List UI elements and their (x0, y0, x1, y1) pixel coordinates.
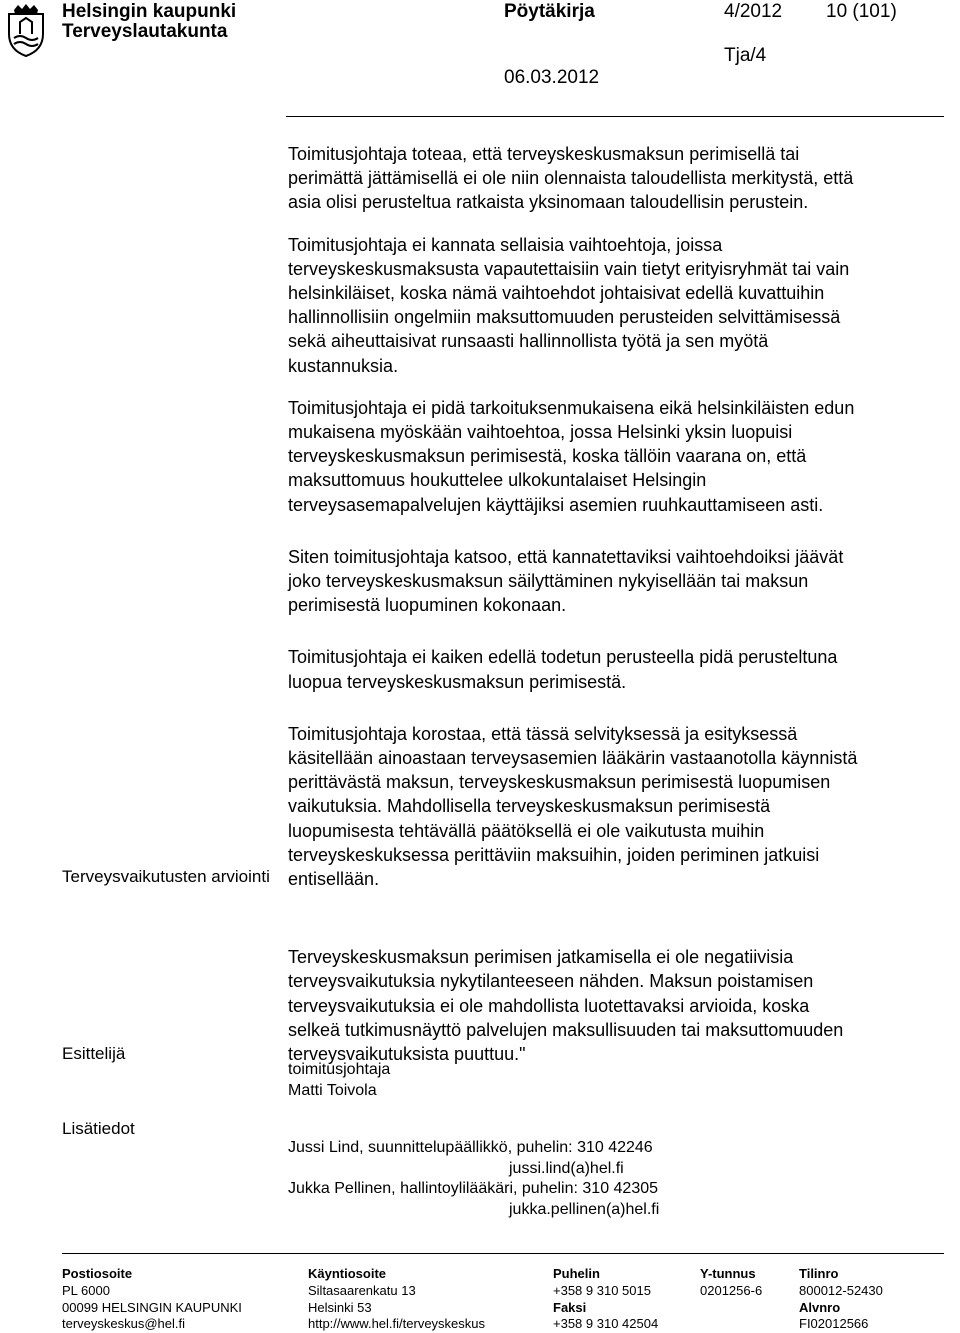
footer-text: FI02012566 (799, 1316, 869, 1332)
footer-visit (308, 1266, 485, 1333)
footer-text: +358 9 310 5015 (553, 1282, 651, 1298)
footer-heading: Puhelin (553, 1266, 600, 1281)
paragraph: Toimitusjohtaja ei kannata sellaisia vaihtoehtoja, joissa terveyskeskusmaksusta vapautettaisiin vain tietyt erityisryhmät tai vain helsinkiläiset, koska nämä vaihtoehdot johtaisivat edellä kuvattuihin hallinnollisiin ongelmiin maksuttomuuden perusteiden selvittämisessä sekä aiheuttaisivat runsaasti hallinnollista työtä ja sen myötä kustannuksia. (288, 234, 850, 376)
section-code: Tja/4 (724, 45, 767, 66)
presenter-name: toimitusjohtaja Matti Toivola (288, 1061, 391, 1099)
footer-heading: Faksi (553, 1299, 587, 1315)
footer-email[interactable]: terveyskeskus@hel.fi (62, 1316, 186, 1332)
organization-name: Helsingin kaupunki (62, 1, 237, 22)
footer-phone (553, 1266, 658, 1333)
paragraph: Toimitusjohtaja ei kaiken edellä todetun perusteella pidä perusteltuna luopua terveyskeskusmaksun perimisestä. (288, 647, 838, 692)
footer-heading: Postiosoite (62, 1266, 133, 1281)
footer-account (799, 1266, 883, 1333)
footer-text: 800012-52430 (799, 1282, 883, 1298)
page-number: 10 (101) (826, 1, 897, 22)
meeting-date: 06.03.2012 (504, 67, 600, 88)
document-number: 4/2012 (724, 1, 783, 22)
footer-divider (62, 1253, 944, 1254)
department-name: Terveyslautakunta (62, 21, 228, 42)
footer-text: Siltasaarenkatu 13 (308, 1282, 416, 1298)
label-presenter: Esittelijä (62, 1044, 126, 1063)
label-more-info: Lisätiedot (62, 1119, 135, 1138)
footer-ytunnus (700, 1266, 762, 1300)
footer-heading: Y-tunnus (700, 1266, 756, 1281)
footer-heading: Tilinro (799, 1266, 839, 1281)
contact-info (288, 1138, 888, 1220)
footer-heading: Alvnro (799, 1299, 841, 1315)
paragraph: Toimitusjohtaja korostaa, että tässä selvityksessä ja esityksessä käsitellään ainoastaan terveysasemien lääkärin vastaanotolla käynnistä perittävästä maksun, terveyskeskusmaksun perimisestä luopumisen vaikutuksia. Mahdollisella terveyskeskusmaksun perimisestä luopumisesta tehtävällä päätöksellä ei ole vaikutusta muihin terveyskeskuksessa perittäviin maksuihin, joiden periminen jatkuisi entisellään. (288, 723, 858, 890)
footer-text: +358 9 310 42504 (553, 1316, 659, 1332)
document-type: Pöytäkirja (504, 1, 595, 22)
footer-url[interactable]: http://www.hel.fi/terveyskeskus (308, 1316, 486, 1332)
contact-line: Jussi Lind, suunnittelupäällikkö, puhelin: 310 42246 (288, 1139, 653, 1156)
contact-line: Jukka Pellinen, hallintoylilääkäri, puhelin: 310 42305 (288, 1180, 659, 1197)
paragraph: Terveyskeskusmaksun perimisen jatkamisella ei ole negatiivisia terveysvaikutuksia nykytilanteeseen nähden. Maksun poistamisen terveysvaikutuksia ei ole mahdollista luotettavaksi arvioida, koska selkeä tutkimusnäyttö palvelujen maksullisuuden tai maksuttomuuden terveysvaikutuksista puuttuu." (288, 947, 844, 1065)
contact-email[interactable]: jussi.lind(a)hel.fi (509, 1159, 624, 1177)
paragraph: Toimitusjohtaja ei pidä tarkoituksenmukaisena eikä helsinkiläisten edun mukaisena myöskään vaihtoehtoa, jossa Helsinki yksin luopuisi terveyskeskusmaksun perimisestä, koska tällöin vaarana on, että maksuttomuus houkuttelee ulkokuntalaiset Helsingin terveysasemapalvelujen käyttäjiksi asemien ruuhkauttamiseen asti. (288, 397, 855, 515)
main-text (288, 142, 948, 1084)
helsinki-crest-logo (6, 4, 46, 58)
footer-text: 00099 HELSINGIN KAUPUNKI (62, 1299, 242, 1315)
footer-text: Helsinki 53 (308, 1299, 372, 1315)
footer-text: PL 6000 (62, 1282, 110, 1298)
paragraph: Siten toimitusjohtaja katsoo, että kannatettaviksi vaihtoehdoiksi jäävät joko terveyskeskusmaksun säilyttäminen nykyisellään tai maksun perimisestä luopuminen kokonaan. (288, 546, 844, 616)
footer-heading: Käyntiosoite (308, 1266, 387, 1281)
paragraph: Toimitusjohtaja toteaa, että terveyskeskusmaksun perimisellä tai perimättä jättämisellä ei ole niin olennaista taloudellista merkitystä, että asia olisi perusteltua ratkaista yksinomaan taloudellisin perustein. (288, 144, 854, 213)
footer-postal (62, 1266, 242, 1333)
label-health-impact: Terveysvaikutusten arviointi (62, 867, 270, 886)
contact-email[interactable]: jukka.pellinen(a)hel.fi (509, 1200, 660, 1218)
header-divider (286, 116, 944, 117)
footer-text: 0201256-6 (700, 1282, 763, 1298)
